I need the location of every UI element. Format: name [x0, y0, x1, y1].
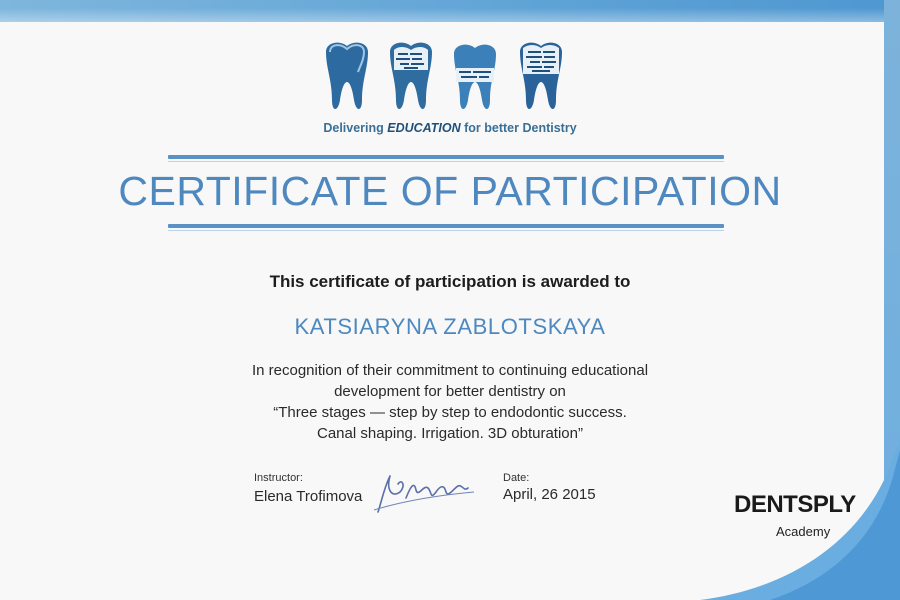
recipient-name: KATSIARYNA ZABLOTSKAYA [294, 314, 606, 339]
title-top-rule [168, 155, 724, 159]
recognition-line: development for better dentistry on [334, 383, 566, 400]
top-band-shade [0, 8, 900, 22]
recognition-line: Canal shaping. Irrigation. 3D obturation” [317, 425, 583, 442]
tooth-molar-icon [454, 45, 496, 109]
instructor-label: Instructor: [254, 472, 303, 484]
tooth-logo-row [318, 40, 578, 116]
recognition-line: “Three stages — step by step to endodontic success. [273, 404, 627, 421]
tooth-word-cloud-icon [520, 43, 562, 109]
dentsply-logo: DENTSPLY [734, 491, 856, 518]
corner-swoosh-decoration [660, 440, 900, 600]
title-bottom-thin-rule [168, 230, 724, 231]
date-value: April, 26 2015 [503, 486, 596, 503]
academy-label: Academy [776, 524, 831, 539]
instructor-name: Elena Trofimova [254, 488, 363, 505]
title-top-thin-rule [168, 161, 724, 162]
tagline-suffix: for better Dentistry [460, 121, 577, 135]
recognition-line: In recognition of their commitment to continuing educational [251, 362, 649, 379]
awarded-line: This certificate of participation is awarded to [269, 272, 631, 291]
certificate-title: CERTIFICATE OF PARTICIPATION [118, 168, 782, 214]
instructor-signature [370, 462, 480, 522]
tagline-emphasis: EDUCATION [387, 121, 461, 135]
date-label: Date: [503, 472, 530, 484]
tagline-prefix: Delivering [323, 121, 388, 135]
recognition-text [0, 360, 900, 444]
tooth-word-cloud-icon [390, 43, 432, 109]
title-bottom-rule [168, 224, 724, 228]
tagline [0, 121, 900, 135]
tooth-icon [326, 43, 368, 109]
